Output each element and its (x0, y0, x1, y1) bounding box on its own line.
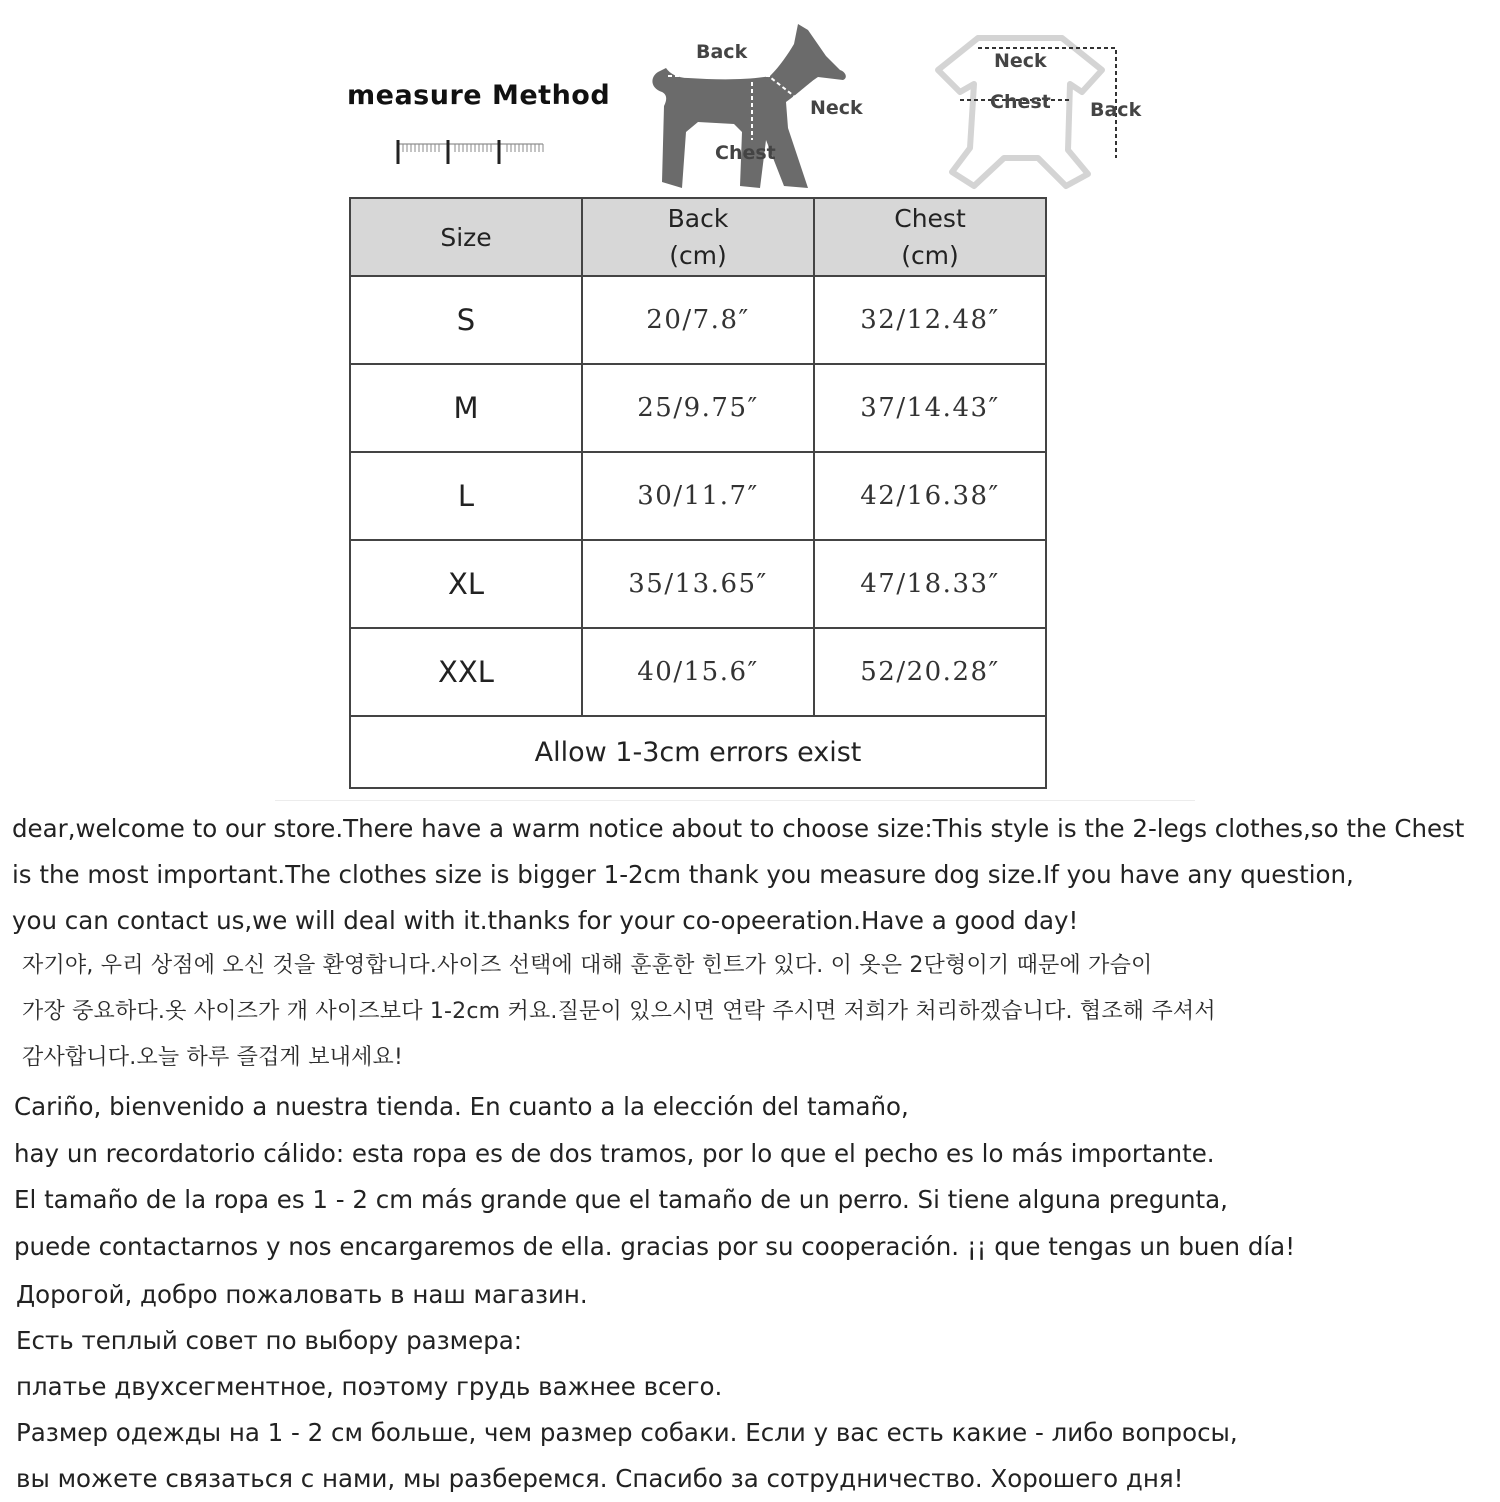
size-cell: M (350, 364, 582, 452)
ruler-icon (393, 136, 548, 166)
notice-line: you can contact us,we will deal with it.thanks for your co-opeeration.Have a good day! (12, 906, 1079, 935)
header-chest-label: Chest (894, 204, 966, 233)
header-back-unit: (cm) (669, 241, 727, 270)
notice-line: платье двухсегментное, поэтому грудь важнее всего. (16, 1372, 723, 1401)
notice-spanish (14, 1084, 1494, 1270)
notice-line: Дорогой, добро пожаловать в наш магазин. (16, 1280, 588, 1309)
size-cell: S (350, 276, 582, 364)
notice-korean (22, 943, 1500, 1081)
back-cell: 25/9.75″ (582, 364, 814, 452)
notice-line: El tamaño de la ropa es 1 - 2 cm más grande que el tamaño de un perro. Si tiene alguna pregunta, (14, 1185, 1228, 1214)
chest-cell: 42/16.38″ (814, 452, 1046, 540)
back-cell: 20/7.8″ (582, 276, 814, 364)
notice-line: is the most important.The clothes size is bigger 1-2cm thank you measure dog size.If you have any question, (12, 860, 1354, 889)
back-cell: 40/15.6″ (582, 628, 814, 716)
notice-line: Cariño, bienvenido a nuestra tienda. En cuanto a la elección del tamaño, (14, 1092, 909, 1121)
table-header-row (350, 198, 1046, 276)
section-divider (275, 800, 1195, 801)
table-row (350, 276, 1046, 364)
dog-neck-label: Neck (810, 97, 863, 119)
chest-cell: 37/14.43″ (814, 364, 1046, 452)
header-size-label: Size (440, 222, 492, 252)
header-back-label: Back (667, 204, 729, 233)
notice-line: dear,welcome to our store.There have a warm notice about to choose size:This style is the 2-legs clothes,so the Chest (12, 814, 1465, 843)
header-back (582, 198, 814, 276)
shirt-chest-label: Chest (990, 91, 1051, 113)
notice-line: Размер одежды на 1 - 2 см больше, чем размер собаки. Если у вас есть какие - либо вопросы, (16, 1418, 1238, 1447)
table-row (350, 364, 1046, 452)
shirt-neck-label: Neck (994, 50, 1047, 72)
notice-line: 감사합니다.오늘 하루 즐겁게 보내세요! (22, 1045, 404, 1070)
measure-method-title: measure Method (347, 80, 611, 111)
table-row (350, 540, 1046, 628)
notice-russian (16, 1272, 1496, 1502)
dog-chest-label: Chest (715, 142, 776, 164)
table-footer-row (350, 716, 1046, 788)
back-cell: 30/11.7″ (582, 452, 814, 540)
header-chest-unit: (cm) (901, 241, 959, 270)
header-chest (814, 198, 1046, 276)
notice-line: puede contactarnos y nos encargaremos de ella. gracias por su cooperación. ¡¡ que tengas un buen día! (14, 1231, 1296, 1261)
chest-cell: 32/12.48″ (814, 276, 1046, 364)
dog-back-label: Back (696, 41, 748, 63)
notice-line: Есть теплый совет по выбору размера: (16, 1326, 523, 1355)
chest-cell: 47/18.33″ (814, 540, 1046, 628)
shirt-measurement-diagram (930, 30, 1145, 192)
chest-cell: 52/20.28″ (814, 628, 1046, 716)
shirt-back-label: Back (1090, 99, 1142, 121)
notice-english (12, 806, 1492, 944)
table-row (350, 452, 1046, 540)
notice-line: 자기야, 우리 상점에 오신 것을 환영합니다.사이즈 선택에 대해 훈훈한 힌트가 있다. 이 옷은 2단형이기 때문에 가슴이 (22, 953, 1153, 978)
size-cell: L (350, 452, 582, 540)
notice-line: hay un recordatorio cálido: esta ropa es de dos tramos, por lo que el pecho es lo más importante. (14, 1138, 1215, 1168)
tolerance-note: Allow 1-3cm errors exist (350, 716, 1046, 788)
notice-line: 가장 중요하다.옷 사이즈가 개 사이즈보다 1-2cm 커요.질문이 있으시면 연락 주시면 저희가 처리하겠습니다. 협조해 주셔서 (22, 999, 1216, 1024)
size-cell: XXL (350, 628, 582, 716)
table-row (350, 628, 1046, 716)
measure-method-header (0, 0, 1500, 195)
dog-measurement-diagram (648, 22, 870, 190)
header-size (350, 198, 582, 276)
size-chart-table (349, 197, 1047, 789)
size-cell: XL (350, 540, 582, 628)
notice-line: вы можете связаться с нами, мы разберемся. Спасибо за сотрудничество. Хорошего дня! (16, 1464, 1184, 1493)
back-cell: 35/13.65″ (582, 540, 814, 628)
